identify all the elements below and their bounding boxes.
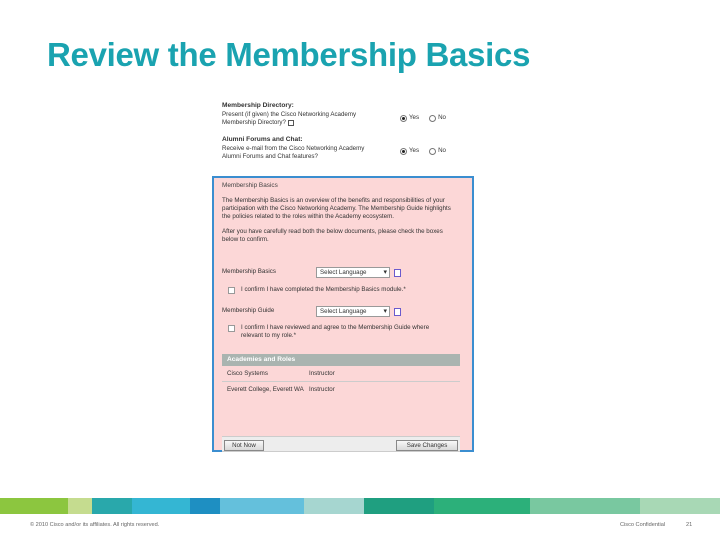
membership-basics-confirm-row [228, 286, 406, 294]
alumni-options [400, 147, 446, 155]
membership-basics-heading: Membership Basics [222, 182, 278, 189]
alumni-text: Receive e-mail from the Cisco Networking Academy Alumni Forums and Chat features? [222, 144, 365, 161]
radio-no-label: No [438, 114, 447, 121]
membership-guide-row [222, 306, 401, 317]
academy-role: Instructor [309, 370, 335, 377]
radio-no-label: No [438, 147, 447, 154]
membership-guide-language-select[interactable]: Select Language ▾ [316, 306, 390, 317]
membership-guide-confirm-row [228, 324, 448, 341]
radio-yes[interactable] [400, 148, 407, 155]
table-row [222, 382, 460, 394]
footer-copyright: © 2010 Cisco and/or its affiliates. All rights reserved. [30, 522, 160, 528]
not-now-button[interactable]: Not Now [224, 440, 264, 451]
page-number: 21 [686, 522, 693, 528]
membership-basics-label: Membership Basics [222, 268, 276, 276]
radio-no[interactable] [429, 148, 436, 155]
membership-guide-confirm-checkbox[interactable] [228, 325, 235, 332]
radio-yes-label: Yes [409, 147, 420, 154]
membership-basics-confirm-label: I confirm I have completed the Membership Basics module.* [241, 286, 406, 293]
membership-directory-options [400, 114, 446, 122]
membership-basics-instructions: After you have carefully read both the below documents, please check the boxes below to confirm. [222, 227, 443, 244]
footer-color-bar [0, 498, 720, 514]
radio-yes-label: Yes [409, 114, 420, 121]
membership-basics-confirm-checkbox[interactable] [228, 287, 235, 294]
membership-directory-title: Membership Directory: [222, 102, 294, 109]
document-icon[interactable] [394, 269, 401, 277]
button-bar [222, 436, 460, 452]
academies-roles-header: Academies and Roles [222, 354, 460, 366]
membership-basics-panel [212, 176, 474, 452]
footer-confidential: Cisco Confidential [620, 522, 666, 528]
save-changes-button[interactable]: Save Changes [396, 440, 458, 451]
membership-guide-confirm-label: I confirm I have reviewed and agree to the Membership Guide where relevant to my role.* [241, 324, 430, 340]
document-icon[interactable] [394, 308, 401, 316]
membership-guide-label: Membership Guide [222, 307, 275, 315]
academy-name: Cisco Systems [227, 370, 268, 377]
membership-directory-text: Present (if given) the Cisco Networking Academy Membership Directory? [222, 110, 357, 127]
academy-role: Instructor [309, 386, 335, 394]
radio-yes[interactable] [400, 115, 407, 122]
membership-basics-language-select[interactable]: Select Language ▾ [316, 267, 390, 278]
help-icon[interactable] [288, 120, 294, 126]
membership-basics-paragraph: The Membership Basics is an overview of the benefits and responsibilities of your participation with the Cisco Networking Academy. The Membership Guide highlights the policies related to the roles within the Academy ecosystem. [222, 196, 451, 221]
academies-roles-table [222, 354, 460, 395]
academy-name: Everett College, Everett WA [227, 386, 304, 394]
table-row [222, 366, 460, 378]
radio-no[interactable] [429, 115, 436, 122]
slide-title: Review the Membership Basics [47, 36, 531, 73]
membership-basics-row [222, 267, 401, 278]
alumni-title: Alumni Forums and Chat: [222, 136, 303, 143]
